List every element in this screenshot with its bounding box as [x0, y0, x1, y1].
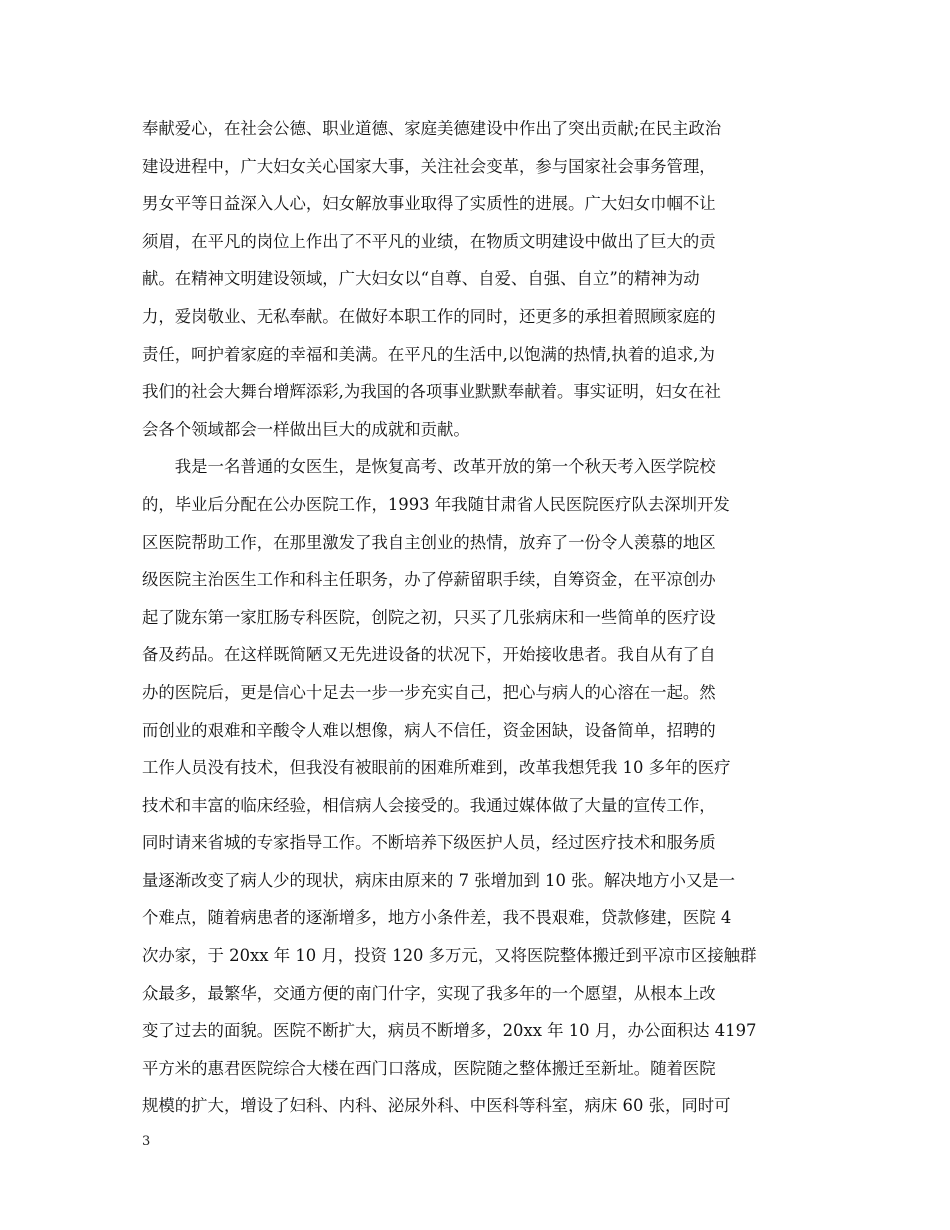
- text-line: 建设进程中，广大妇女关心国家大事，关注社会变革，参与国家社会事务管理，: [142, 156, 716, 176]
- text-line: 区医院帮助工作，在那里激发了我自主创业的热情，放弃了一份令人羡慕的地区: [142, 532, 716, 552]
- text-line: 我们的社会大舞台增辉添彩,为我国的各项事业默默奉献着。事实证明，妇女在社: [142, 382, 721, 402]
- text-line: 会各个领域都会一样做出巨大的成就和贡献。: [142, 419, 470, 439]
- text-line: 须眉，在平凡的岗位上作出了不平凡的业绩，在物质文明建设中做出了巨大的贡: [142, 231, 716, 251]
- text-line: 同时请来省城的专家指导工作。不断培养下级医护人员，经过医疗技术和服务质: [142, 833, 716, 853]
- text-line: 办的医院后，更是信心十足去一步一步充实自己，把心与病人的心溶在一起。然: [142, 682, 716, 702]
- text-line: 而创业的艰难和辛酸令人难以想像，病人不信任，资金困缺，设备简单，招聘的: [142, 720, 716, 740]
- body-text: [142, 110, 812, 1125]
- text-line: 献。在精神文明建设领域，广大妇女以“自尊、自爱、自强、自立”的精神为动: [142, 269, 700, 289]
- text-line: 力，爱岗敬业、无私奉献。在做好本职工作的同时，还更多的承担着照顾家庭的: [142, 306, 716, 326]
- text-line: 男女平等日益深入人心，妇女解放事业取得了实质性的进展。广大妇女巾帼不让: [142, 194, 716, 214]
- text-line: 变了过去的面貌。医院不断扩大，病员不断增多，20xx 年 10 月，办公面积达 4197: [142, 1021, 757, 1041]
- page-number: 3: [142, 1134, 151, 1149]
- text-line: 备及药品。在这样既简陋又无先进设备的状况下，开始接收患者。我自从有了自: [142, 645, 716, 665]
- text-line: 奉献爱心，在社会公德、职业道德、家庭美德建设中作出了突出贡献;在民主政治: [142, 119, 722, 138]
- text-line: 量逐渐改变了病人少的现状，病床由原来的 7 张增加到 10 张。解决地方小又是一: [142, 870, 736, 890]
- text-line: 技术和丰富的临床经验，相信病人会接受的。我通过媒体做了大量的宣传工作，: [142, 795, 716, 815]
- text-line: 次办家，于 20xx 年 10 月，投资 120 多万元，又将医院整体搬迁到平凉市区接触群: [142, 946, 757, 966]
- text-line: 我是一名普通的女医生，是恢复高考、改革开放的第一个秋天考入医学院校: [142, 457, 716, 477]
- text-line: 众最多，最繁华，交通方便的南门什字，实现了我多年的一个愿望，从根本上改: [142, 983, 716, 1003]
- text-line: 起了陇东第一家肛肠专科医院，创院之初，只买了几张病床和一些简单的医疗设: [142, 607, 716, 627]
- text-line: 的，毕业后分配在公办医院工作，1993 年我随甘肃省人民医院医疗队去深圳开发: [142, 494, 730, 514]
- text-line: 工作人员没有技术，但我没有被眼前的困难所难到，改革我想凭我 10 多年的医疗: [142, 758, 731, 778]
- text-line: 责任，呵护着家庭的幸福和美满。在平凡的生活中,以饱满的热情,执着的追求,为: [142, 344, 715, 364]
- text-line: 平方米的惠君医院综合大楼在西门口落成，医院随之整体搬迁至新址。随着医院: [142, 1058, 716, 1078]
- text-line: 个难点，随着病患者的逐渐增多，地方小条件差，我不畏艰难，贷款修建，医院 4: [142, 908, 732, 928]
- text-line: 规模的扩大，增设了妇科、内科、泌尿外科、中医科等科室，病床 60 张，同时可: [142, 1096, 731, 1116]
- text-line: 级医院主治医生工作和科主任职务，办了停薪留职手续，自筹资金，在平凉创办: [142, 570, 716, 590]
